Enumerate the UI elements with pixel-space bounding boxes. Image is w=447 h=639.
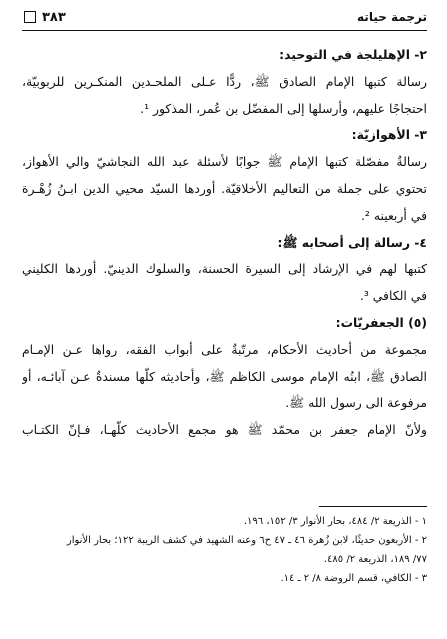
body-line: في الكافي ³. <box>359 288 427 304</box>
footnote-line: ٧٧/ ١٨٩، الذريعة ٢/ ٤٨٥. <box>323 554 427 565</box>
footnote-line: ٣ - الكافي، قسم الروضة ٨/ ٢ ـ ١٤. <box>280 573 427 584</box>
section-heading: (٥) الجعفريّات: <box>335 314 427 330</box>
footnotes <box>22 512 427 588</box>
body-line: رسالةٌ مفصّلة كتبها الإمام ﷺ جوابًا لأسئلة عبد الله النجاشيّ والي الأهواز، <box>22 154 427 170</box>
body-line: ولأنّ الإمام جعفر بن محمّد ﷺ هو مجمع الأحاديث كلّهـا، فـإنّ الكتـاب <box>22 422 427 438</box>
body-line: كتبها لهم في الإرشاد إلى السيرة الحسنة، والسلوك الدينيّ. أوردها الكليني <box>22 261 427 277</box>
body-line: الصادق ﷺ، ابنُه الإمام موسى الكاظم ﷺ، وأحاديثه كلّها مسندةٌ عـن آبائـه، أو <box>22 368 427 384</box>
page-header <box>24 6 427 28</box>
body-line: مجموعة من أحاديث الأحكام، مرتّبةٌ على أبواب الفقه، رواها عـن الإمـام <box>22 341 427 357</box>
page-number: ٣٨٣ <box>42 9 66 25</box>
footnote-line: ٢ - الأربعون حديثًا، لابن زُهرة ٤٦ ـ ٤٧ ح٦ وعنه الشهيد في كشف الريبة ١٢٢؛ بحار الأنوار <box>66 535 427 546</box>
footnote-divider <box>319 506 427 507</box>
square-marker-icon <box>24 11 36 23</box>
running-title: ترجمة حياته <box>357 10 427 24</box>
body-line: مرفوعة الى رسول الله ﷺ. <box>285 395 427 411</box>
page-number-group <box>24 10 66 25</box>
footnote-line: ١ - الذريعة ٢/ ٤٨٤، بحار الأنوار ٣/ ١٥٢، ١٩٦. <box>243 516 427 527</box>
body-line: تحتوي على جملة من التعاليم الأخلاقيّة. أوردها السيّد محيي الدين ابـنُ زُهْـرة <box>22 180 427 196</box>
body-line: في أربعينه ². <box>360 207 427 223</box>
body-text <box>22 42 427 444</box>
body-line: رسالة كتبها الإمام الصادق ﷺ، ردًّا عـلى الملحـدين المنكـرين للربوبيّة، <box>22 73 427 89</box>
section-heading: ٤- رسالة إلى أصحابه ﷺ: <box>277 234 427 250</box>
header-divider <box>22 30 427 31</box>
section-heading: ٢- الإهليلجة في التوحيد: <box>279 47 427 62</box>
section-heading: ٣- الأهوازيّة: <box>351 127 427 143</box>
body-line: احتجاجًا عليهم، وأرسلها إلى المفضّل بن عُمر، المذكور ¹. <box>140 100 427 116</box>
